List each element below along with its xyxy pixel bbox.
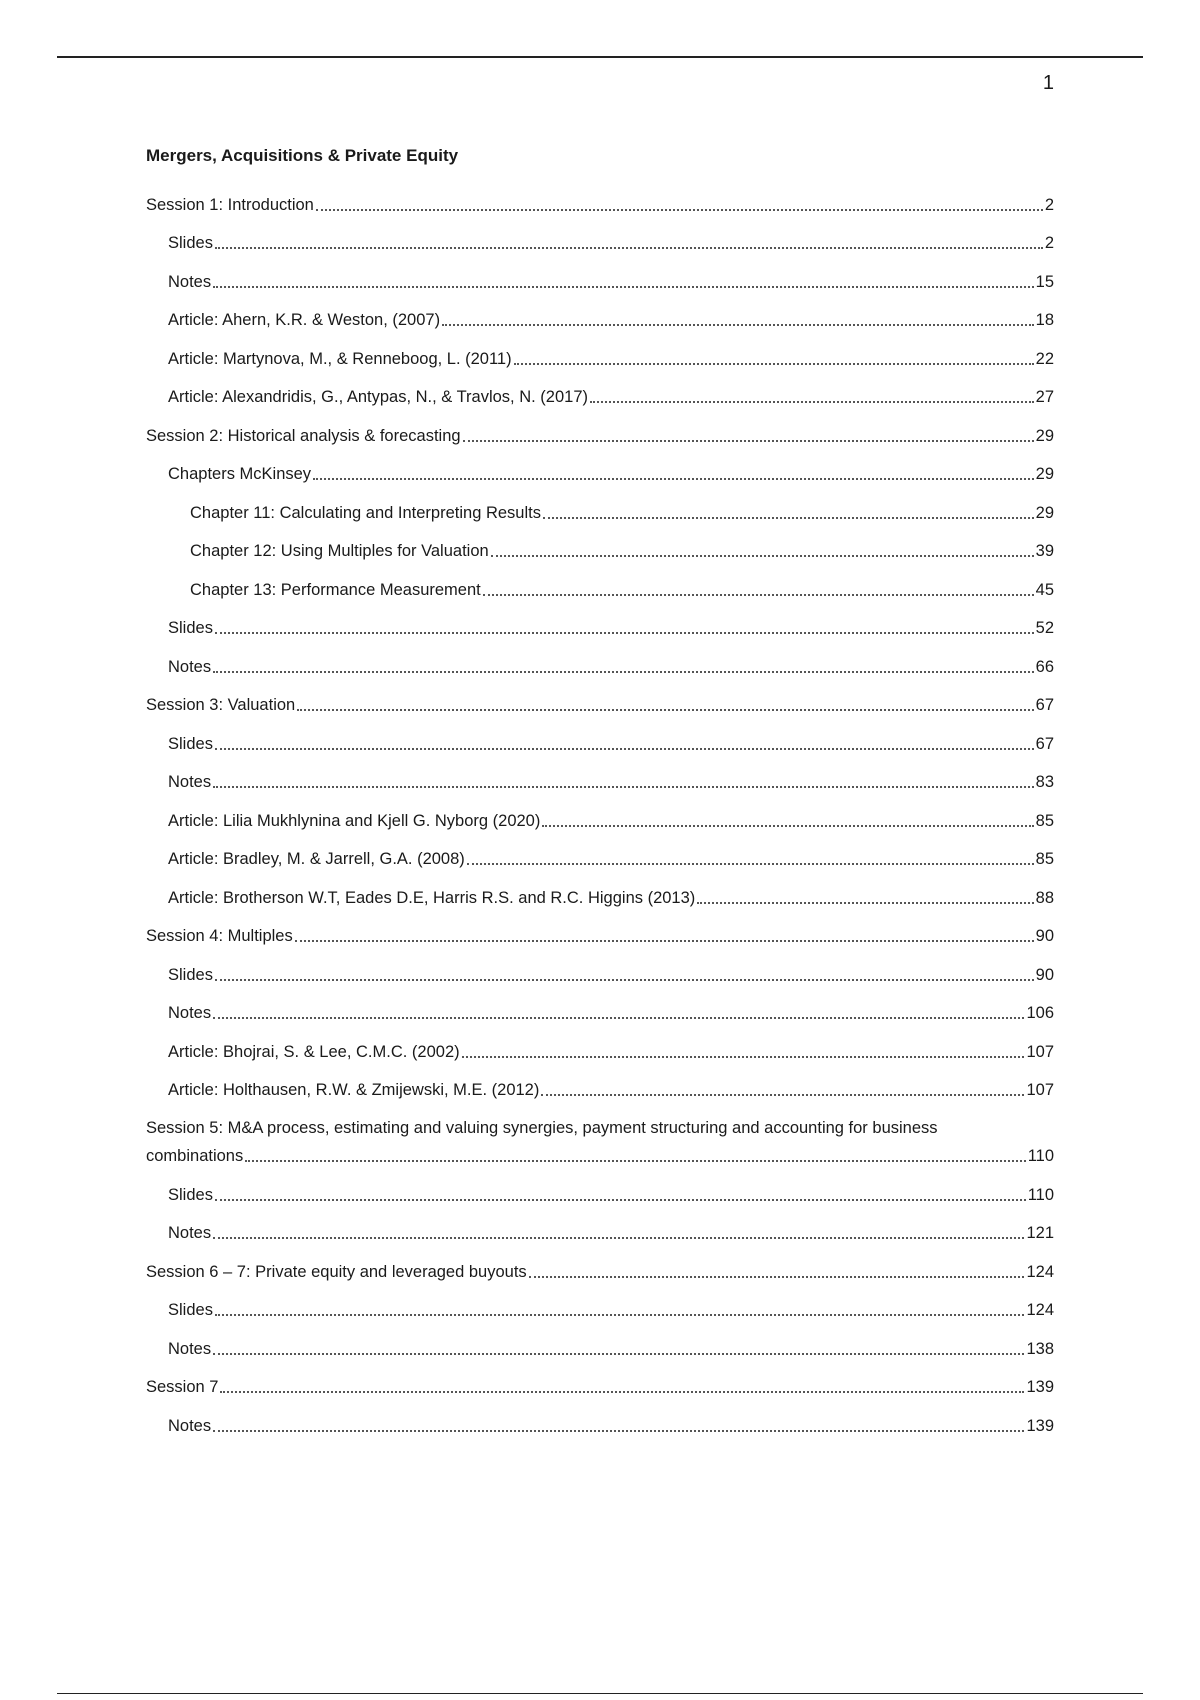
toc-entry-title: Notes [168, 1004, 212, 1022]
toc-entry-session-1[interactable] [146, 186, 1054, 225]
toc-entry-title: Session 1: Introduction [146, 195, 314, 214]
toc-entry-title: Slides [168, 619, 213, 637]
dot-leader [215, 1199, 1026, 1201]
toc-entry-notes[interactable] [146, 764, 1054, 803]
toc-entry-page: 124 [1026, 1301, 1054, 1319]
page-number: 1 [1042, 72, 1054, 94]
toc-entry-article[interactable] [146, 302, 1054, 341]
dot-leader [541, 1094, 1024, 1096]
toc-entry-page: 110 [1027, 1147, 1054, 1165]
dot-leader [467, 863, 1034, 865]
toc-entry-article[interactable] [146, 1072, 1054, 1111]
toc-entry-article[interactable] [146, 379, 1054, 418]
toc-entry-page: 88 [1035, 888, 1054, 907]
dot-leader [442, 324, 1034, 326]
toc-entry-page: 139 [1026, 1416, 1054, 1435]
toc-entry-slides[interactable] [146, 725, 1054, 764]
toc-entry-page: 52 [1035, 619, 1054, 637]
toc-entry-page: 138 [1026, 1339, 1054, 1358]
toc-entry-title: Article: Holthausen, R.W. & Zmijewski, M.E. (2012) [168, 1081, 540, 1099]
toc-entry-slides[interactable] [146, 1176, 1054, 1215]
toc-entry-page: 22 [1035, 349, 1054, 368]
toc-entry-chapter[interactable] [146, 533, 1054, 572]
toc-entry-page: 45 [1035, 580, 1054, 599]
toc-entry-page: 18 [1035, 311, 1054, 329]
toc-entry-page: 107 [1026, 1042, 1054, 1061]
dot-leader [215, 1314, 1025, 1316]
dot-leader [590, 401, 1034, 403]
dot-leader [295, 940, 1034, 942]
toc-entry-page: 15 [1035, 272, 1054, 291]
dot-leader [215, 632, 1034, 634]
dot-leader [213, 1017, 1024, 1019]
toc-entry-title: Notes [168, 773, 212, 791]
toc-entry-chapters[interactable] [146, 456, 1054, 495]
toc-entry-session-2[interactable] [146, 417, 1054, 456]
toc-entry-page: 124 [1026, 1262, 1054, 1281]
toc-entry-title: Session 6 – 7: Private equity and leveraged buyouts [146, 1262, 527, 1281]
toc-entry-article[interactable] [146, 1033, 1054, 1072]
dot-leader [213, 671, 1034, 673]
toc-entry-title: Chapter 12: Using Multiples for Valuation [190, 542, 489, 560]
dot-leader [220, 1391, 1024, 1393]
dot-leader [213, 1353, 1024, 1355]
toc-entry-article[interactable] [146, 841, 1054, 880]
header-rule [57, 56, 1143, 58]
dot-leader [491, 555, 1034, 557]
dot-leader [529, 1276, 1025, 1278]
toc-entry-page: 66 [1035, 657, 1054, 676]
dot-leader [313, 478, 1034, 480]
toc-entry-page: 139 [1026, 1378, 1054, 1396]
toc-entry-chapter[interactable] [146, 494, 1054, 533]
toc-entry-session-5[interactable] [146, 1110, 1054, 1176]
toc-entry-page: 85 [1035, 811, 1054, 830]
toc-entry-title: Session 5: M&A process, estimating and valuing synergies, payment structuring and accounting for business [146, 1119, 938, 1137]
toc-entry-title-block [146, 1118, 1054, 1166]
dot-leader [215, 748, 1034, 750]
toc-entry-title: Notes [168, 1224, 212, 1242]
toc-entry-title: Notes [168, 272, 212, 291]
toc-entry-page: 39 [1035, 542, 1054, 560]
toc-entry-title-row [146, 1146, 1054, 1166]
dot-leader [215, 247, 1043, 249]
table-of-contents [146, 186, 1054, 1446]
toc-entry-slides[interactable] [146, 610, 1054, 649]
document-title: Mergers, Acquisitions & Private Equity [146, 146, 459, 165]
dot-leader [697, 902, 1033, 904]
toc-entry-title: Chapter 13: Performance Measurement [190, 580, 481, 599]
dot-leader [316, 209, 1043, 211]
dot-leader [462, 1056, 1025, 1058]
toc-entry-page: 2 [1044, 195, 1054, 214]
toc-entry-slides[interactable] [146, 956, 1054, 995]
toc-entry-article[interactable] [146, 879, 1054, 918]
toc-entry-page: 29 [1035, 426, 1054, 445]
toc-entry-page: 2 [1044, 234, 1054, 252]
toc-entry-notes[interactable] [146, 648, 1054, 687]
toc-entry-title: Article: Lilia Mukhlynina and Kjell G. Nyborg (2020) [168, 811, 541, 830]
toc-entry-slides[interactable] [146, 1292, 1054, 1331]
dot-leader [514, 363, 1034, 365]
toc-entry-page: 107 [1026, 1081, 1054, 1099]
footer-rule [57, 1693, 1143, 1694]
toc-entry-title: Article: Martynova, M., & Renneboog, L. (2011) [168, 349, 512, 368]
dot-leader [213, 286, 1034, 288]
toc-entry-page: 67 [1035, 696, 1054, 714]
toc-entry-session-6-7[interactable] [146, 1253, 1054, 1292]
toc-entry-title: Session 4: Multiples [146, 927, 293, 945]
toc-entry-notes[interactable] [146, 1215, 1054, 1254]
toc-entry-page: 67 [1035, 734, 1054, 753]
dot-leader [213, 1237, 1024, 1239]
dot-leader [213, 786, 1034, 788]
toc-entry-page: 106 [1026, 1004, 1054, 1022]
toc-entry-title: Notes [168, 1416, 212, 1435]
toc-entry-title: Slides [168, 1185, 213, 1204]
toc-entry-page: 83 [1035, 773, 1054, 791]
toc-entry-page: 29 [1035, 465, 1054, 483]
toc-entry-page: 27 [1035, 388, 1054, 406]
toc-entry-title: Chapter 11: Calculating and Interpreting Results [190, 503, 541, 522]
dot-leader [213, 1430, 1024, 1432]
dot-leader [483, 594, 1034, 596]
toc-entry-title-continued: combinations [146, 1147, 244, 1165]
toc-entry-page: 90 [1035, 927, 1054, 945]
toc-entry-title: Slides [168, 734, 213, 753]
toc-entry-page: 110 [1027, 1185, 1054, 1204]
dot-leader [543, 517, 1034, 519]
toc-entry-title: Notes [168, 657, 212, 676]
dot-leader [297, 709, 1033, 711]
toc-entry-session-7[interactable] [146, 1369, 1054, 1408]
dot-leader [463, 440, 1034, 442]
toc-entry-slides[interactable] [146, 225, 1054, 264]
toc-entry-notes[interactable] [146, 263, 1054, 302]
toc-entry-title: Article: Alexandridis, G., Antypas, N., & Travlos, N. (2017) [168, 388, 589, 406]
toc-entry-page: 90 [1035, 965, 1054, 984]
toc-entry-title: Slides [168, 965, 213, 984]
dot-leader [215, 979, 1034, 981]
toc-entry-article[interactable] [146, 340, 1054, 379]
toc-entry-title: Slides [168, 1301, 213, 1319]
toc-entry-title: Article: Brotherson W.T, Eades D.E, Harris R.S. and R.C. Higgins (2013) [168, 888, 696, 907]
toc-entry-notes[interactable] [146, 995, 1054, 1034]
toc-entry-page: 85 [1035, 850, 1054, 868]
toc-entry-title: Session 2: Historical analysis & forecasting [146, 426, 461, 445]
toc-entry-session-4[interactable] [146, 918, 1054, 957]
toc-entry-title: Article: Bradley, M. & Jarrell, G.A. (2008) [168, 850, 465, 868]
toc-entry-title: Chapters McKinsey [168, 465, 312, 483]
dot-leader [245, 1160, 1025, 1162]
toc-entry-article[interactable] [146, 802, 1054, 841]
toc-entry-title: Notes [168, 1339, 212, 1358]
toc-entry-page: 29 [1035, 503, 1054, 522]
toc-entry-notes[interactable] [146, 1330, 1054, 1369]
dot-leader [542, 825, 1033, 827]
toc-entry-title: Slides [168, 234, 213, 252]
toc-entry-chapter[interactable] [146, 571, 1054, 610]
toc-entry-title: Session 3: Valuation [146, 696, 296, 714]
toc-entry-title: Session 7 [146, 1378, 219, 1396]
toc-entry-notes[interactable] [146, 1407, 1054, 1446]
toc-entry-title: Article: Ahern, K.R. & Weston, (2007) [168, 311, 441, 329]
toc-entry-page: 121 [1026, 1224, 1054, 1242]
toc-entry-session-3[interactable] [146, 687, 1054, 726]
toc-entry-title: Article: Bhojrai, S. & Lee, C.M.C. (2002) [168, 1042, 460, 1061]
